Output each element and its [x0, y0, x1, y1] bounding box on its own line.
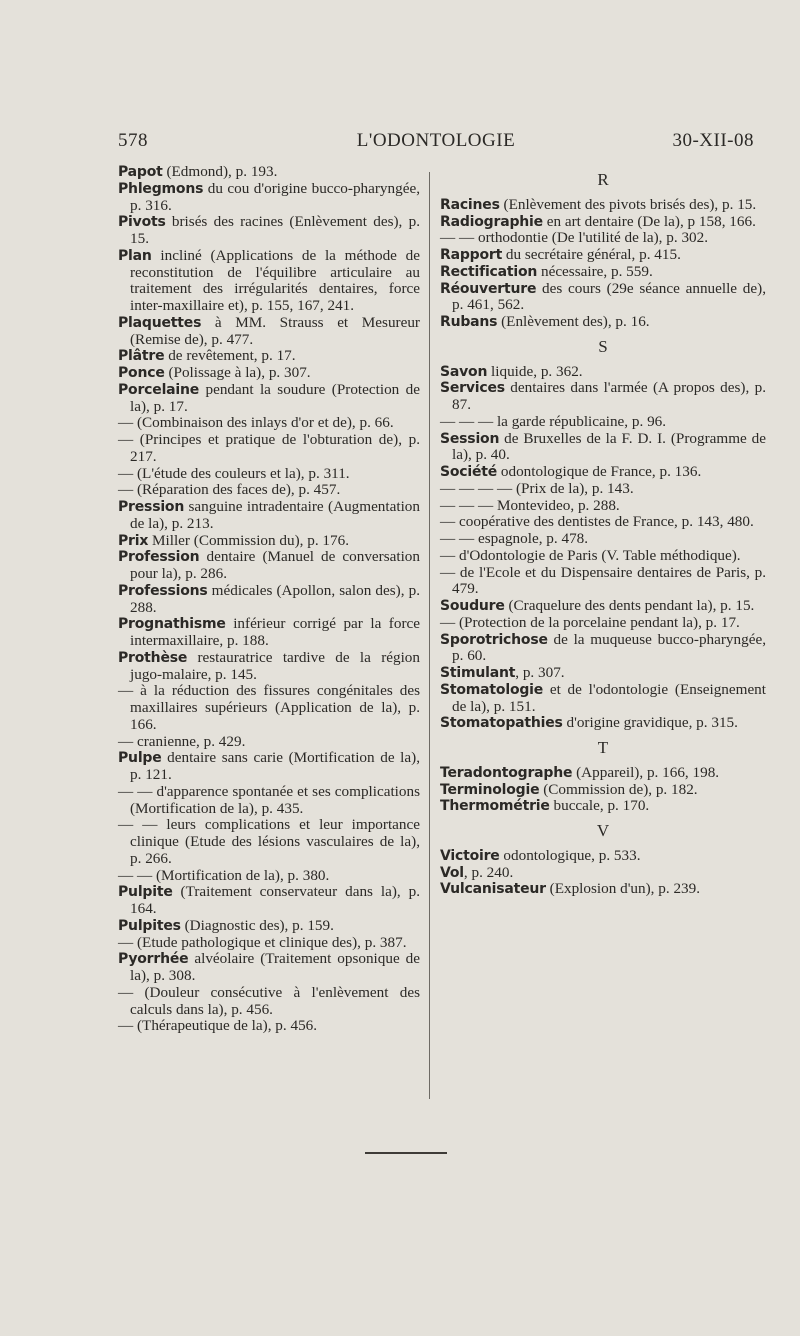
index-entry [118, 734, 420, 751]
index-entry [440, 615, 766, 632]
index-entry [440, 197, 766, 214]
entry-text: sanguine intradentaire (Augmentation de la), p. 213. [130, 498, 420, 532]
entry-text: — — — Montevideo, p. 288. [440, 496, 620, 514]
entry-text: odontologique de France, p. 136. [497, 463, 702, 480]
entry-text: nécessaire, p. 559. [537, 262, 653, 280]
entry-headword: Victoire [440, 847, 500, 864]
index-entry [440, 481, 766, 498]
entry-headword: Sporotrichose [440, 631, 548, 648]
entry-text: dentaire (Manuel de conversation pour la), p. 286. [130, 548, 420, 582]
entry-headword: Services [440, 380, 505, 397]
index-column-right [440, 164, 766, 898]
index-entry [440, 431, 766, 465]
entry-text: restauratrice tardive de la région jugo-malaire, p. 145. [130, 648, 420, 683]
entry-text: liquide, p. 362. [487, 362, 583, 380]
entry-text: — (Douleur consécutive à l'enlèvement des calculs dans la), p. 456. [118, 983, 420, 1018]
entry-text: , p. 307. [515, 664, 565, 681]
index-entry [440, 565, 766, 599]
index-entry [118, 985, 420, 1019]
index-entry [440, 514, 766, 531]
entry-text: (Appareil), p. 166, 198. [572, 763, 720, 781]
index-entry [440, 464, 766, 481]
entry-headword: Profession [118, 549, 200, 566]
index-entry [118, 750, 420, 784]
index-entry [440, 314, 766, 331]
entry-headword: Rapport [440, 247, 503, 263]
entry-text: — — leurs complications et leur importance clinique (Etude des lésions vasculaires de la), p. 266. [118, 816, 420, 867]
entry-headword: Rectification [440, 263, 538, 280]
entry-text: (Diagnostic des), p. 159. [180, 916, 334, 934]
index-entry [118, 315, 420, 349]
entry-text: (Enlèvement des pivots brisés des), p. 15. [499, 195, 757, 213]
entry-text: — — — la garde républicaine, p. 96. [440, 412, 667, 430]
running-header [118, 130, 754, 160]
entry-text: , p. 240. [463, 863, 514, 881]
entry-text: — d'Odontologie de Paris (V. Table méthodique). [440, 546, 741, 564]
index-entry [118, 382, 420, 416]
entry-headword: Porcelaine [118, 381, 200, 398]
entry-headword: Prothèse [118, 649, 188, 666]
index-entry [118, 583, 420, 617]
entry-text: à MM. Strauss et Mesureur (Remise de), p. 477. [130, 313, 420, 348]
index-entry [118, 884, 420, 918]
section-letter: V [596, 821, 610, 840]
entry-headword: Terminologie [440, 781, 540, 798]
index-entry [440, 782, 766, 799]
index-entry [118, 817, 420, 867]
index-entry [118, 248, 420, 315]
index-entry [118, 616, 420, 650]
index-entry [440, 881, 766, 898]
entry-headword: Racines [440, 196, 500, 213]
entry-headword: Plan [118, 247, 152, 264]
index-entry [440, 214, 766, 231]
entry-headword: Réouverture [440, 280, 537, 297]
entry-text: en art dentaire (De la), p 158, 166. [542, 212, 756, 230]
index-entry [440, 230, 766, 247]
index-entry [118, 466, 420, 483]
index-entry [118, 181, 420, 215]
index-entry [440, 247, 766, 264]
entry-text: de revêtement, p. 17. [164, 347, 296, 365]
index-entry [118, 868, 420, 885]
entry-text: — — — — (Prix de la), p. 143. [440, 479, 634, 497]
entry-text: des cours (29e séance annuelle de), p. 461, 562. [452, 279, 766, 314]
index-column-left [118, 164, 420, 1035]
entry-headword: Stomatologie [440, 681, 544, 698]
index-entry [118, 432, 420, 466]
entry-text: — (Combinaison des inlays d'or et de), p. 66. [118, 414, 394, 432]
section-letter: T [597, 738, 609, 757]
entry-headword: Stimulant [440, 665, 516, 681]
entry-headword: Pyorrhée [118, 951, 189, 968]
entry-text: inférieur corrigé par la force intermaxillaire, p. 188. [130, 615, 420, 649]
index-entry [440, 865, 766, 882]
entry-headword: Thermométrie [440, 798, 550, 815]
index-entry [440, 264, 766, 281]
entry-headword: Pression [118, 499, 185, 515]
entry-text: (Enlèvement des), p. 16. [497, 313, 650, 330]
entry-headword: Radiographie [440, 213, 543, 230]
entry-text: — coopérative des dentistes de France, p. 143, 480. [440, 513, 754, 531]
entry-headword: Pulpites [118, 917, 181, 934]
entry-text: — (Réparation des faces de), p. 457. [118, 481, 341, 499]
entry-text: (Polissage à la), p. 307. [164, 364, 311, 381]
entry-headword: Prix [118, 532, 149, 549]
index-entry [440, 682, 766, 716]
entry-text: Miller (Commission du), p. 176. [148, 531, 350, 549]
entry-headword: Teradontographe [440, 764, 573, 781]
entry-text: et de l'odontologie (Enseignement de la), p. 151. [452, 680, 766, 715]
section-letter: S [598, 336, 608, 356]
entry-headword: Vol [440, 864, 464, 881]
index-entry [440, 498, 766, 515]
entry-text: — de l'Ecole et du Dispensaire dentaires de Paris, p. 479. [440, 563, 766, 598]
entry-headword: Pivots [118, 214, 166, 231]
index-entry [440, 548, 766, 565]
index-entry [118, 650, 420, 684]
entry-headword: Rubans [440, 314, 498, 330]
entry-text: du secrétaire général, p. 415. [502, 246, 681, 263]
page-number: 578 [118, 130, 148, 151]
entry-text: brisés des racines (Enlèvement des), p. 15. [130, 213, 420, 247]
index-entry [118, 365, 420, 382]
entry-text: médicales (Apollon, salon des), p. 288. [130, 581, 420, 616]
entry-headword: Pulpe [118, 750, 162, 767]
index-entry [440, 715, 766, 732]
entry-headword: Prognathisme [118, 616, 226, 633]
entry-text: — à la réduction des fissures congénitales des maxillaires supérieurs (Application de la), p. 166. [118, 682, 420, 733]
entry-headword: Vulcanisateur [440, 881, 546, 898]
entry-headword: Papot [118, 164, 163, 180]
index-entry [118, 1018, 420, 1035]
entry-text: de la muqueuse bucco-pharyngée, p. 60. [452, 630, 766, 665]
entry-headword: Phlegmons [118, 180, 204, 197]
entry-text: alvéolaire (Traitement opsonique de la), p. 308. [130, 950, 420, 984]
entry-text: dentaire sans carie (Mortification de la), p. 121. [130, 749, 420, 783]
issue-date: 30-XII-08 [672, 130, 754, 151]
index-entry [118, 164, 420, 181]
running-title: L'ODONTOLOGIE [356, 130, 516, 151]
entry-headword: Plaquettes [118, 314, 202, 331]
entry-text: — — (Mortification de la), p. 380. [118, 866, 330, 884]
index-entry [118, 214, 420, 248]
entry-text: (Commission de), p. 182. [539, 780, 698, 798]
column-divider [429, 172, 430, 1099]
index-entry [118, 784, 420, 818]
entry-text: — (Thérapeutique de la), p. 456. [118, 1017, 318, 1035]
entry-text: buccale, p. 170. [549, 797, 650, 815]
entry-text: (Explosion d'un), p. 239. [545, 880, 701, 898]
entry-headword: Professions [118, 582, 208, 599]
index-entry [118, 482, 420, 499]
index-entry [118, 533, 420, 550]
entry-text: odontologique, p. 533. [499, 846, 641, 864]
entry-text: du cou d'origine bucco-pharyngée, p. 316. [130, 179, 420, 214]
index-entry [118, 499, 420, 533]
entry-text: — (Etude pathologique et clinique des), p. 387. [118, 933, 407, 951]
entry-text: (Edmond), p. 193. [162, 163, 278, 180]
entry-text: — (L'étude des couleurs et la), p. 311. [118, 464, 350, 482]
section-letter: R [597, 170, 609, 189]
entry-text: — — orthodontie (De l'utilité de la), p. 302. [440, 229, 709, 247]
index-entry [440, 414, 766, 431]
entry-text: — — d'apparence spontanée et ses complications (Mortification de la), p. 435. [118, 782, 420, 817]
index-entry [118, 549, 420, 583]
entry-headword: Plâtre [118, 348, 165, 365]
index-entry [440, 364, 766, 381]
index-entry [440, 765, 766, 782]
entry-text: — (Principes et pratique de l'obturation de), p. 217. [118, 431, 420, 465]
entry-text: (Traitement conservateur dans la), p. 164. [130, 883, 420, 917]
index-entry [440, 380, 766, 414]
end-rule [365, 1152, 447, 1154]
entry-text: dentaires dans l'armée (A propos des), p. 87. [452, 379, 766, 413]
index-entry [118, 348, 420, 365]
index-entry [118, 918, 420, 935]
entry-headword: Pulpite [118, 884, 173, 901]
entry-text: de Bruxelles de la F. D. I. (Programme de la), p. 40. [452, 429, 766, 464]
entry-text: (Craquelure des dents pendant la), p. 15. [504, 597, 755, 614]
entry-headword: Savon [440, 363, 488, 380]
entry-headword: Stomatopathies [440, 715, 563, 732]
entry-text: — (Protection de la porcelaine pendant la), p. 17. [440, 613, 740, 631]
entry-headword: Ponce [118, 365, 165, 381]
entry-headword: Soudure [440, 598, 505, 614]
index-entry [440, 531, 766, 548]
entry-text: d'origine gravidique, p. 315. [562, 714, 738, 732]
entry-headword: Session [440, 430, 500, 447]
index-entry [440, 632, 766, 666]
index-entry [440, 598, 766, 615]
index-entry [118, 951, 420, 985]
entry-text: — — espagnole, p. 478. [440, 530, 589, 547]
index-entry [118, 415, 420, 432]
entry-headword: Société [440, 464, 498, 480]
index-entry [440, 798, 766, 815]
index-entry [440, 281, 766, 315]
entry-text: — cranienne, p. 429. [118, 732, 246, 750]
index-entry [118, 683, 420, 733]
entry-text: incliné (Applications de la méthode de reconstitution de l'équilibre articulaire au traitement des irrégularités dentaires, force inter-maxillaire et), p. 155, 167, 241. [130, 246, 420, 314]
entry-text: pendant la soudure (Protection de la), p. 17. [130, 380, 420, 415]
index-entry [118, 935, 420, 952]
index-entry [440, 848, 766, 865]
index-entry [440, 665, 766, 682]
